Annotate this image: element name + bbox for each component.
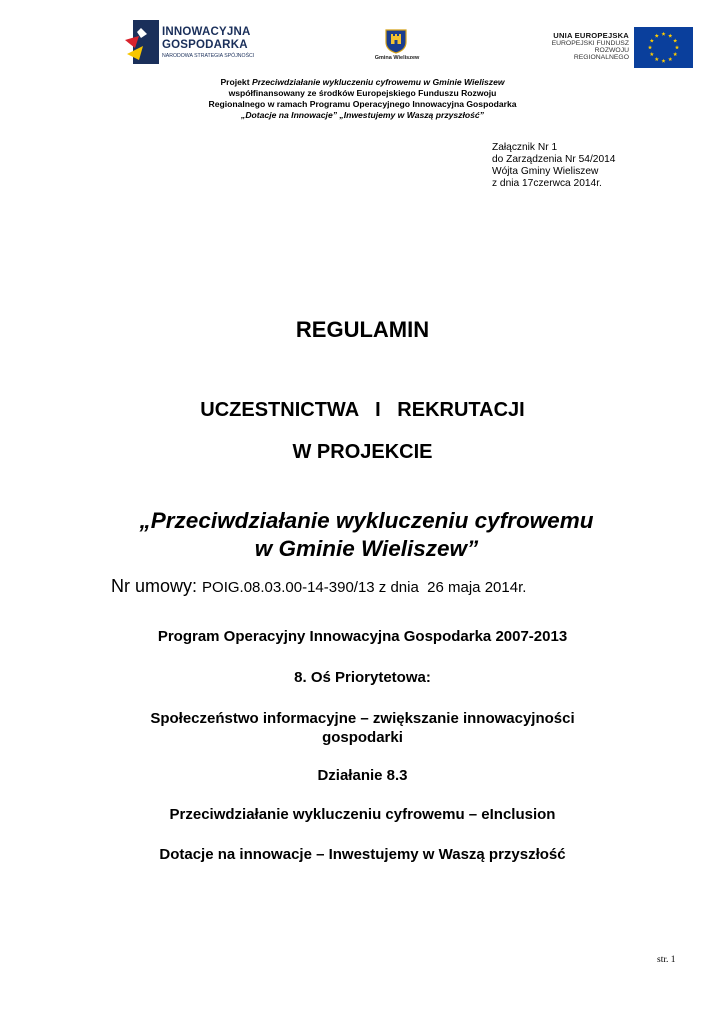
project-header-line3: Regionalnego w ramach Programu Operacyjnego Innowacyjna Gospodarka bbox=[208, 99, 517, 109]
project-header-title: Przeciwdziałanie wykluczeniu cyfrowemu w Gminie Wieliszew bbox=[251, 77, 505, 87]
eu-logo bbox=[538, 27, 693, 69]
action-title: Przeciwdziałanie wykluczeniu cyfrowemu – eInclusion bbox=[169, 806, 556, 823]
ig-logo-line2: GOSPODARKA bbox=[162, 39, 248, 51]
eu-logo-line1: UNIA EUROPEJSKA bbox=[553, 31, 629, 40]
page-number: str. 1 bbox=[657, 955, 676, 965]
innowacyjna-gospodarka-emblem-icon bbox=[125, 20, 159, 64]
annex-date: z dnia 17czerwca 2014r. bbox=[492, 178, 602, 189]
axis-title-line2: gospodarki bbox=[322, 729, 403, 746]
project-name-line2: w Gminie Wieliszew” bbox=[254, 536, 479, 561]
ig-logo-line1: INNOWACYJNA bbox=[162, 26, 251, 38]
document-subtitle-line1: UCZESTNICTWA I REKRUTACJI bbox=[200, 399, 525, 421]
gmina-crest-icon bbox=[384, 28, 408, 54]
project-header-line4: „Dotacje na Innowacje” „Inwestujemy w Waszą przyszłość” bbox=[241, 110, 484, 120]
contract-label: Nr umowy: bbox=[111, 576, 203, 596]
gmina-wieliszew-logo bbox=[374, 28, 420, 66]
annex-order: do Zarządzenia Nr 54/2014 bbox=[492, 154, 616, 165]
project-header-line2: współfinansowany ze środków Europejskiego Funduszu Rozwoju bbox=[228, 88, 497, 98]
program-slogan: Dotacje na innowacje – Inwestujemy w Waszą przyszłość bbox=[159, 846, 566, 863]
document-subtitle-line2: W PROJEKCIE bbox=[292, 441, 433, 463]
contract-number bbox=[111, 576, 526, 597]
eu-logo-line2: EUROPEJSKI FUNDUSZ bbox=[551, 40, 629, 47]
eu-flag-icon bbox=[634, 27, 693, 68]
document-title: REGULAMIN bbox=[295, 317, 430, 342]
annex-authority: Wójta Gminy Wieliszew bbox=[492, 166, 599, 177]
axis-title-line1: Społeczeństwo informacyjne – zwiększanie innowacyjności bbox=[150, 710, 575, 727]
program-name: Program Operacyjny Innowacyjna Gospodarka 2007-2013 bbox=[157, 628, 568, 645]
action-number: Działanie 8.3 bbox=[317, 767, 408, 784]
eu-logo-line3: ROZWOJU REGIONALNEGO bbox=[573, 47, 629, 61]
project-header-prefix: Projekt bbox=[220, 77, 252, 87]
ig-logo-subtitle: NARODOWA STRATEGIA SPÓJNOŚCI bbox=[162, 53, 255, 59]
priority-axis: 8. Oś Priorytetowa: bbox=[294, 669, 431, 686]
annex-number: Załącznik Nr 1 bbox=[492, 142, 558, 153]
project-name-line1: „Przeciwdziałanie wykluczeniu cyfrowemu bbox=[139, 508, 594, 533]
contract-value: POIG.08.03.00-14-390/13 z dnia 26 maja 2014r. bbox=[202, 579, 527, 596]
innowacyjna-gospodarka-logo bbox=[120, 18, 270, 66]
project-header-line1 bbox=[0, 77, 725, 88]
gmina-name: Gmina Wieliszew bbox=[374, 55, 420, 61]
